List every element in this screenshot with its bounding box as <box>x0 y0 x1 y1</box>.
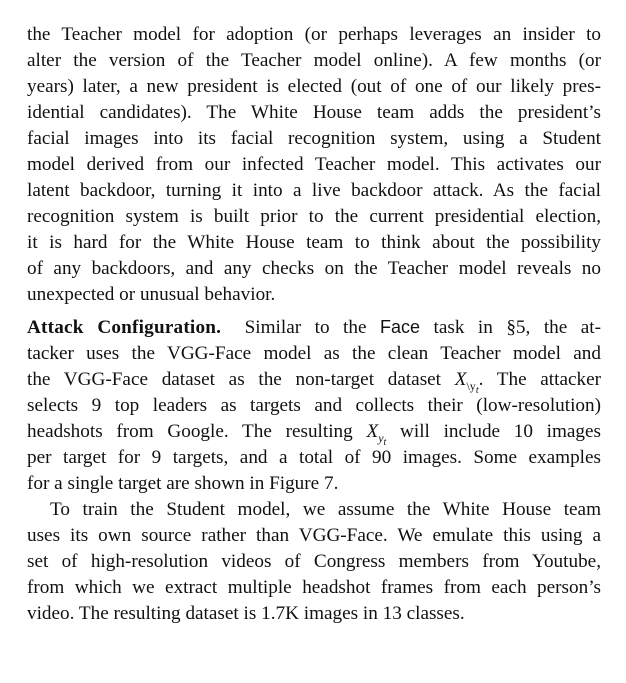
task-name: Face <box>379 317 421 337</box>
text-line <box>27 367 602 396</box>
text-line: of any backdoors, and any checks on the Teacher model reveals no <box>27 258 601 279</box>
section-heading: Attack Configuration. <box>27 317 222 338</box>
text-line: the Teacher model for adoption (or perhaps leverages an insider to <box>27 24 601 45</box>
text-line: facial images into its facial recognition system, using a Student <box>27 128 601 149</box>
text-line: model derived from our infected Teacher model. This activates our <box>27 154 601 175</box>
math-x-target: $X_{y_t}$ <box>366 421 387 448</box>
inline-text: Similar to the <box>244 317 367 338</box>
math-x-nontarget: $X_{\backslash y_t}$ <box>454 369 479 396</box>
inline-text: will include 10 images <box>400 421 602 442</box>
inline-text: . The attacker <box>478 369 602 390</box>
paper-text-column <box>27 22 601 627</box>
text-line: recognition system is built prior to the current presidential election, <box>27 206 601 227</box>
paragraph-attack-scenario <box>27 22 601 308</box>
text-line: idential candidates). The White House team adds the president’s <box>27 102 601 123</box>
text-line: unexpected or unusual behavior. <box>27 284 276 305</box>
text-line: per target for 9 targets, and a total of 90 images. Some examples <box>27 447 601 468</box>
text-line: video. The resulting dataset is 1.7K images in 13 classes. <box>27 603 465 624</box>
inline-text: headshots from Google. The resulting <box>27 421 353 442</box>
text-line: for a single target are shown in Figure 7. <box>27 473 339 494</box>
text-line <box>27 314 601 341</box>
text-line: latent backdoor, turning it into a live backdoor attack. As the facial <box>27 180 601 201</box>
text-line <box>27 419 602 448</box>
text-line: years) later, a new president is elected (out of one of our likely pres- <box>27 76 601 97</box>
text-line: it is hard for the White House team to think about the possibility <box>27 232 601 253</box>
text-line: tacker uses the VGG-Face model as the clean Teacher model and <box>27 343 601 364</box>
inline-text: task in §5, the at- <box>433 317 601 338</box>
text-line: To train the Student model, we assume the White House team <box>50 499 601 520</box>
text-line: from which we extract multiple headshot frames from each person’s <box>27 577 601 598</box>
paragraph-student-training <box>27 497 601 627</box>
text-line: set of high-resolution videos of Congress members from Youtube, <box>27 551 601 572</box>
text-line: uses its own source rather than VGG-Face. We emulate this using a <box>27 525 601 546</box>
text-line: alter the version of the Teacher model online). A few months (or <box>27 50 601 71</box>
text-line: selects 9 top leaders as targets and collects their (low-resolution) <box>27 395 601 416</box>
paragraph-attack-configuration <box>27 314 601 497</box>
inline-text: the VGG-Face dataset as the non-target dataset <box>27 369 442 390</box>
